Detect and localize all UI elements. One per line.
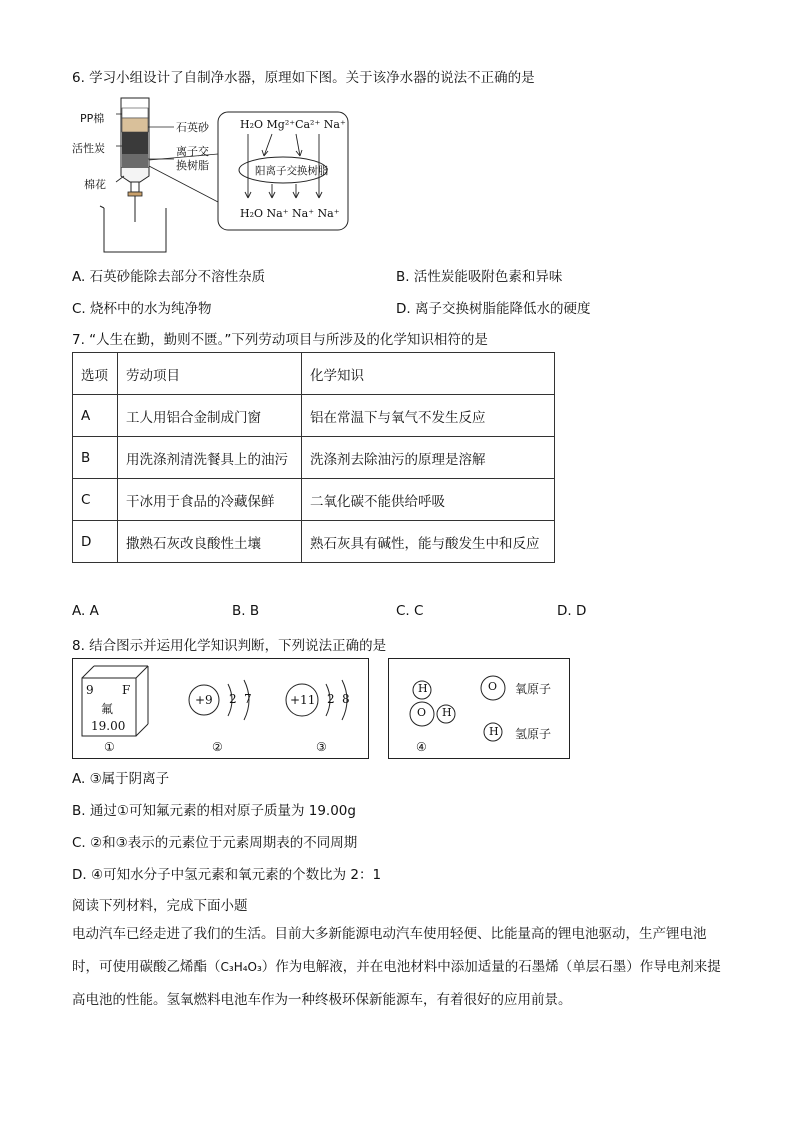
q7-option-c[interactable]: C. C xyxy=(396,603,424,619)
header-labor: 劳动项目 xyxy=(118,353,302,395)
table-cell: 干冰用于食品的冷藏保鲜 xyxy=(118,479,302,521)
labor-knowledge-table xyxy=(72,352,555,563)
ion-na-top: Na⁺ xyxy=(323,118,346,131)
legend-h-symbol: H xyxy=(489,725,499,738)
table-cell: 铝在常温下与氧气不发生反应 xyxy=(302,395,555,437)
cotton-label: 棉花 xyxy=(84,178,106,191)
ion-mg-top: Mg²⁺ xyxy=(266,118,296,131)
table-cell: 工人用铝合金制成门窗 xyxy=(118,395,302,437)
activated-carbon-layer xyxy=(122,132,148,154)
ion-na-bottom-2: Na⁺ xyxy=(292,207,315,220)
atom2-shell-2: 7 xyxy=(244,692,252,706)
ion-na-bottom-3: Na⁺ xyxy=(317,207,340,220)
reading-text-part2: ）作为电解液，并在电池材料中添加适量的石墨烯（单层石墨）作导电剂来提高电池的性能。氢氧燃料电池车作为一种终极环保新能源车，有着很好的应用前景。 xyxy=(72,959,721,1008)
activated-carbon-label: 活性炭 xyxy=(72,142,105,155)
table-cell: 二氧化碳不能供给呼吸 xyxy=(302,479,555,521)
table-cell: 熟石灰具有碱性，能与酸发生中和反应 xyxy=(302,521,555,563)
q6-option-d[interactable]: D. 离子交换树脂能降低水的硬度 xyxy=(396,301,591,317)
table-row xyxy=(73,521,555,563)
element-symbol: F xyxy=(122,683,131,697)
atom3-shell-2: 8 xyxy=(342,692,350,706)
marker-2: ② xyxy=(212,740,223,754)
q6-stem: 6. 学习小组设计了自制净水器，原理如下图。关于该净水器的说法不正确的是 xyxy=(72,70,535,86)
q7-option-d[interactable]: D. D xyxy=(557,603,587,619)
header-knowledge: 化学知识 xyxy=(302,353,555,395)
quartz-sand-label: 石英砂 xyxy=(176,121,209,134)
marker-4: ④ xyxy=(416,740,427,754)
ions-bottom xyxy=(240,207,340,220)
table-cell: B xyxy=(73,437,118,479)
q7-option-b[interactable]: B. B xyxy=(232,603,260,619)
q7-stem: 7. “人生在勤，勤则不匮。”下列劳动项目与所涉及的化学知识相符的是 xyxy=(72,332,488,348)
q8-option-d[interactable]: D. ④可知水分子中氢元素和氧元素的个数比为 2：1 xyxy=(72,867,382,883)
q6-option-c[interactable]: C. 烧杯中的水为纯净物 xyxy=(72,301,212,317)
ion-exchange-resin-layer xyxy=(122,154,148,170)
water-h-top: H xyxy=(418,682,428,695)
cotton-layer xyxy=(121,168,149,182)
element-mass: 19.00 xyxy=(91,719,126,733)
table-cell: 用洗涤剂清洗餐具上的油污 xyxy=(118,437,302,479)
reading-intro: 阅读下列材料，完成下面小题 xyxy=(72,898,248,914)
table-row xyxy=(73,395,555,437)
atom3-shell-1: 2 xyxy=(327,692,335,706)
water-h-right: H xyxy=(442,706,452,719)
marker-3: ③ xyxy=(316,740,327,754)
q8-option-a[interactable]: A. ③属于阴离子 xyxy=(72,771,170,787)
table-row xyxy=(73,479,555,521)
resin-label-line1: 离子交 xyxy=(176,145,209,158)
legend-o-symbol: O xyxy=(488,680,498,693)
ion-h2o-top: H₂O xyxy=(240,118,264,131)
water-o: O xyxy=(417,706,427,719)
atom3-nucleus: +11 xyxy=(290,693,316,707)
reading-paragraph xyxy=(72,918,732,1017)
table-cell: 洗涤剂去除油污的原理是溶解 xyxy=(302,437,555,479)
q7-option-a[interactable]: A. A xyxy=(72,603,99,619)
table-cell: 撒熟石灰改良酸性土壤 xyxy=(118,521,302,563)
pp-cotton-layer xyxy=(122,108,148,118)
table-cell: D xyxy=(73,521,118,563)
reading-text-part1: 电动汽车已经走进了我们的生活。目前大多新能源电动汽车使用轻便、比能量高的锂电池驱动，生产锂电池时，可使用碳酸乙烯酯（ xyxy=(72,926,707,975)
atom2-nucleus: +9 xyxy=(195,693,213,707)
reading-formula: C₃H₄O₃ xyxy=(220,960,262,974)
ion-na-bottom-1: Na⁺ xyxy=(266,207,289,220)
element-name: 氟 xyxy=(101,702,114,716)
q8-option-c[interactable]: C. ②和③表示的元素位于元素周期表的不同周期 xyxy=(72,835,358,851)
table-header-row xyxy=(73,353,555,395)
ion-h2o-bottom: H₂O xyxy=(240,207,264,220)
resin-name: 阳离子交换树脂 xyxy=(255,165,329,177)
valve-icon xyxy=(128,192,142,196)
marker-1: ① xyxy=(104,740,115,754)
q6-option-a[interactable]: A. 石英砂能除去部分不溶性杂质 xyxy=(72,269,266,285)
legend-o-label: 氧原子 xyxy=(515,682,552,696)
element-number: 9 xyxy=(86,683,94,697)
table-cell: A xyxy=(73,395,118,437)
atom2-shell-1: 2 xyxy=(229,692,237,706)
table-cell: C xyxy=(73,479,118,521)
table-row xyxy=(73,437,555,479)
header-option: 选项 xyxy=(73,353,118,395)
pp-cotton-label: PP棉 xyxy=(80,112,105,125)
ion-ca-top: Ca²⁺ xyxy=(295,118,321,131)
resin-label-line2: 换树脂 xyxy=(176,159,209,172)
q8-stem: 8. 结合图示并运用化学知识判断，下列说法正确的是 xyxy=(72,638,387,654)
q8-option-b[interactable]: B. 通过①可知氟元素的相对原子质量为 19.00g xyxy=(72,803,356,819)
ions-top xyxy=(240,118,346,131)
quartz-sand-layer xyxy=(122,118,148,132)
legend-h-label: 氢原子 xyxy=(515,727,552,741)
q6-option-b[interactable]: B. 活性炭能吸附色素和异味 xyxy=(396,269,563,285)
